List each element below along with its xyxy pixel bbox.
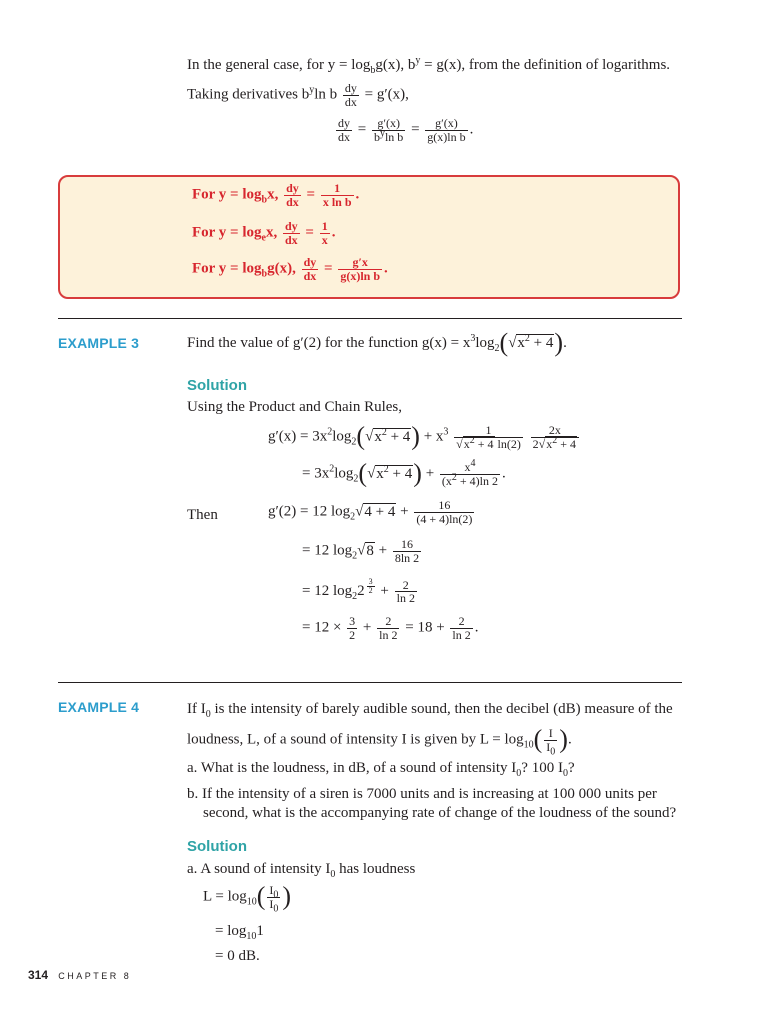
chapter-label: CHAPTER 8 xyxy=(58,971,132,981)
example4-solution-heading: Solution xyxy=(187,838,247,855)
rule-log-e-x: For $y = \log_ex$, $\frac{dy}{dx}$ = $\frac{1}{x}$ . xyxy=(192,219,336,247)
rule-log-b-x: For $y = \log_bx$, $\frac{dy}{dx}$ = $\frac{1}{\text{x ln b}}$ . xyxy=(192,181,360,209)
fraction-dy-dx: $\frac{dy}{dx}$ xyxy=(344,81,357,109)
example3-eq3: g′(2) = 12 $\log_2√4 + 4$ + $\frac{16}{(4 + 4)\ln(2)}$ xyxy=(268,498,473,526)
intro-derivative-formula: $\frac{dy}{dx}$ = $\frac{g'(x)}{b^y\ln b}$ = $\frac{g'(x)}{\text{g(x)ln b}}$ . xyxy=(338,116,474,144)
example4-line2: loudness, L, of a sound of intensity I is given by $L = \log_{10}$( $\frac{I}{I_0}$ ). xyxy=(187,724,572,757)
example4-part-b-line1: b. If the intensity of a siren is 7000 units and is increasing at 100 000 units per xyxy=(187,786,657,802)
example4-eq3: = 0 dB. xyxy=(215,948,260,964)
example4-eq2: = $\log_{10}1$ xyxy=(215,923,264,942)
example3-label: EXAMPLE 3 xyxy=(58,335,140,351)
example3-eq4: = 12 $\log_2√8$ + $\frac{16}{8\ln 2}$ xyxy=(302,537,420,565)
example3-then-label: Then xyxy=(187,507,218,523)
example3-eq1: $g'(x) = 3x^2\log_2(√x^2 + 4) + x^3$ $\frac{1}{√x^2 + 4 \ln(2)}$ $\frac{2x}{2√x^2 + 4}$ xyxy=(268,424,581,450)
example4-eq1: $L = \log_{10}$( $\frac{I_0}{I_0}$ ) xyxy=(203,881,292,914)
page-footer xyxy=(28,966,131,984)
example3-intro: Using the Product and Chain Rules, xyxy=(187,399,402,415)
intro-general-case: In the general case, for $y = \log_bg(x)$, $b^y = g(x)$, from the definition of logarithms. xyxy=(187,55,671,76)
example3-eq5: = 12 $\log_22$ $^{\frac{3}{2}}$ + $\frac{2}{\ln 2}$ xyxy=(302,577,415,606)
example3-eq2: = $3x^2\log_2(√x^2 + 4)$ + $\frac{x^4}{(x^2 + 4)\ln 2}$ . xyxy=(302,458,506,488)
example3-solution-heading: Solution xyxy=(187,377,247,394)
example4-line1: If $I_0$ is the intensity of barely audible sound, then the decibel (dB) measure of the xyxy=(187,701,673,720)
page-number: 314 xyxy=(28,968,49,982)
example4-solution-a: a. A sound of intensity $I_0$ has loudness xyxy=(187,861,416,880)
divider-example3 xyxy=(58,318,682,319)
example4-part-b-line2: second, what is the accompanying rate of change of the loudness of the sound? xyxy=(203,805,677,821)
example4-label: EXAMPLE 4 xyxy=(58,699,140,715)
rule-log-b-gx: For $y = \log_bg(x)$, $\frac{dy}{dx}$ = $\frac{g'x}{\text{g(x)ln b}}$ . xyxy=(192,255,388,283)
divider-example4 xyxy=(58,682,682,683)
example3-eq6: = 12 × $\frac{3}{2}$ + $\frac{2}{\ln 2}$ = 18 + $\frac{2}{\ln 2}$ . xyxy=(302,614,479,642)
example4-part-a: a. What is the loudness, in dB, of a sound of intensity $I_0$? 100 $I_0$? xyxy=(187,760,575,779)
example3-prompt: Find the value of g′(2) for the function $g(x) = x^3\log_2(√x^2 + 4)$. xyxy=(187,328,567,357)
intro-taking-derivatives: Taking derivatives $b^y\ln$ b $\frac{dy}{dx}$ = g′(x), xyxy=(187,81,409,109)
